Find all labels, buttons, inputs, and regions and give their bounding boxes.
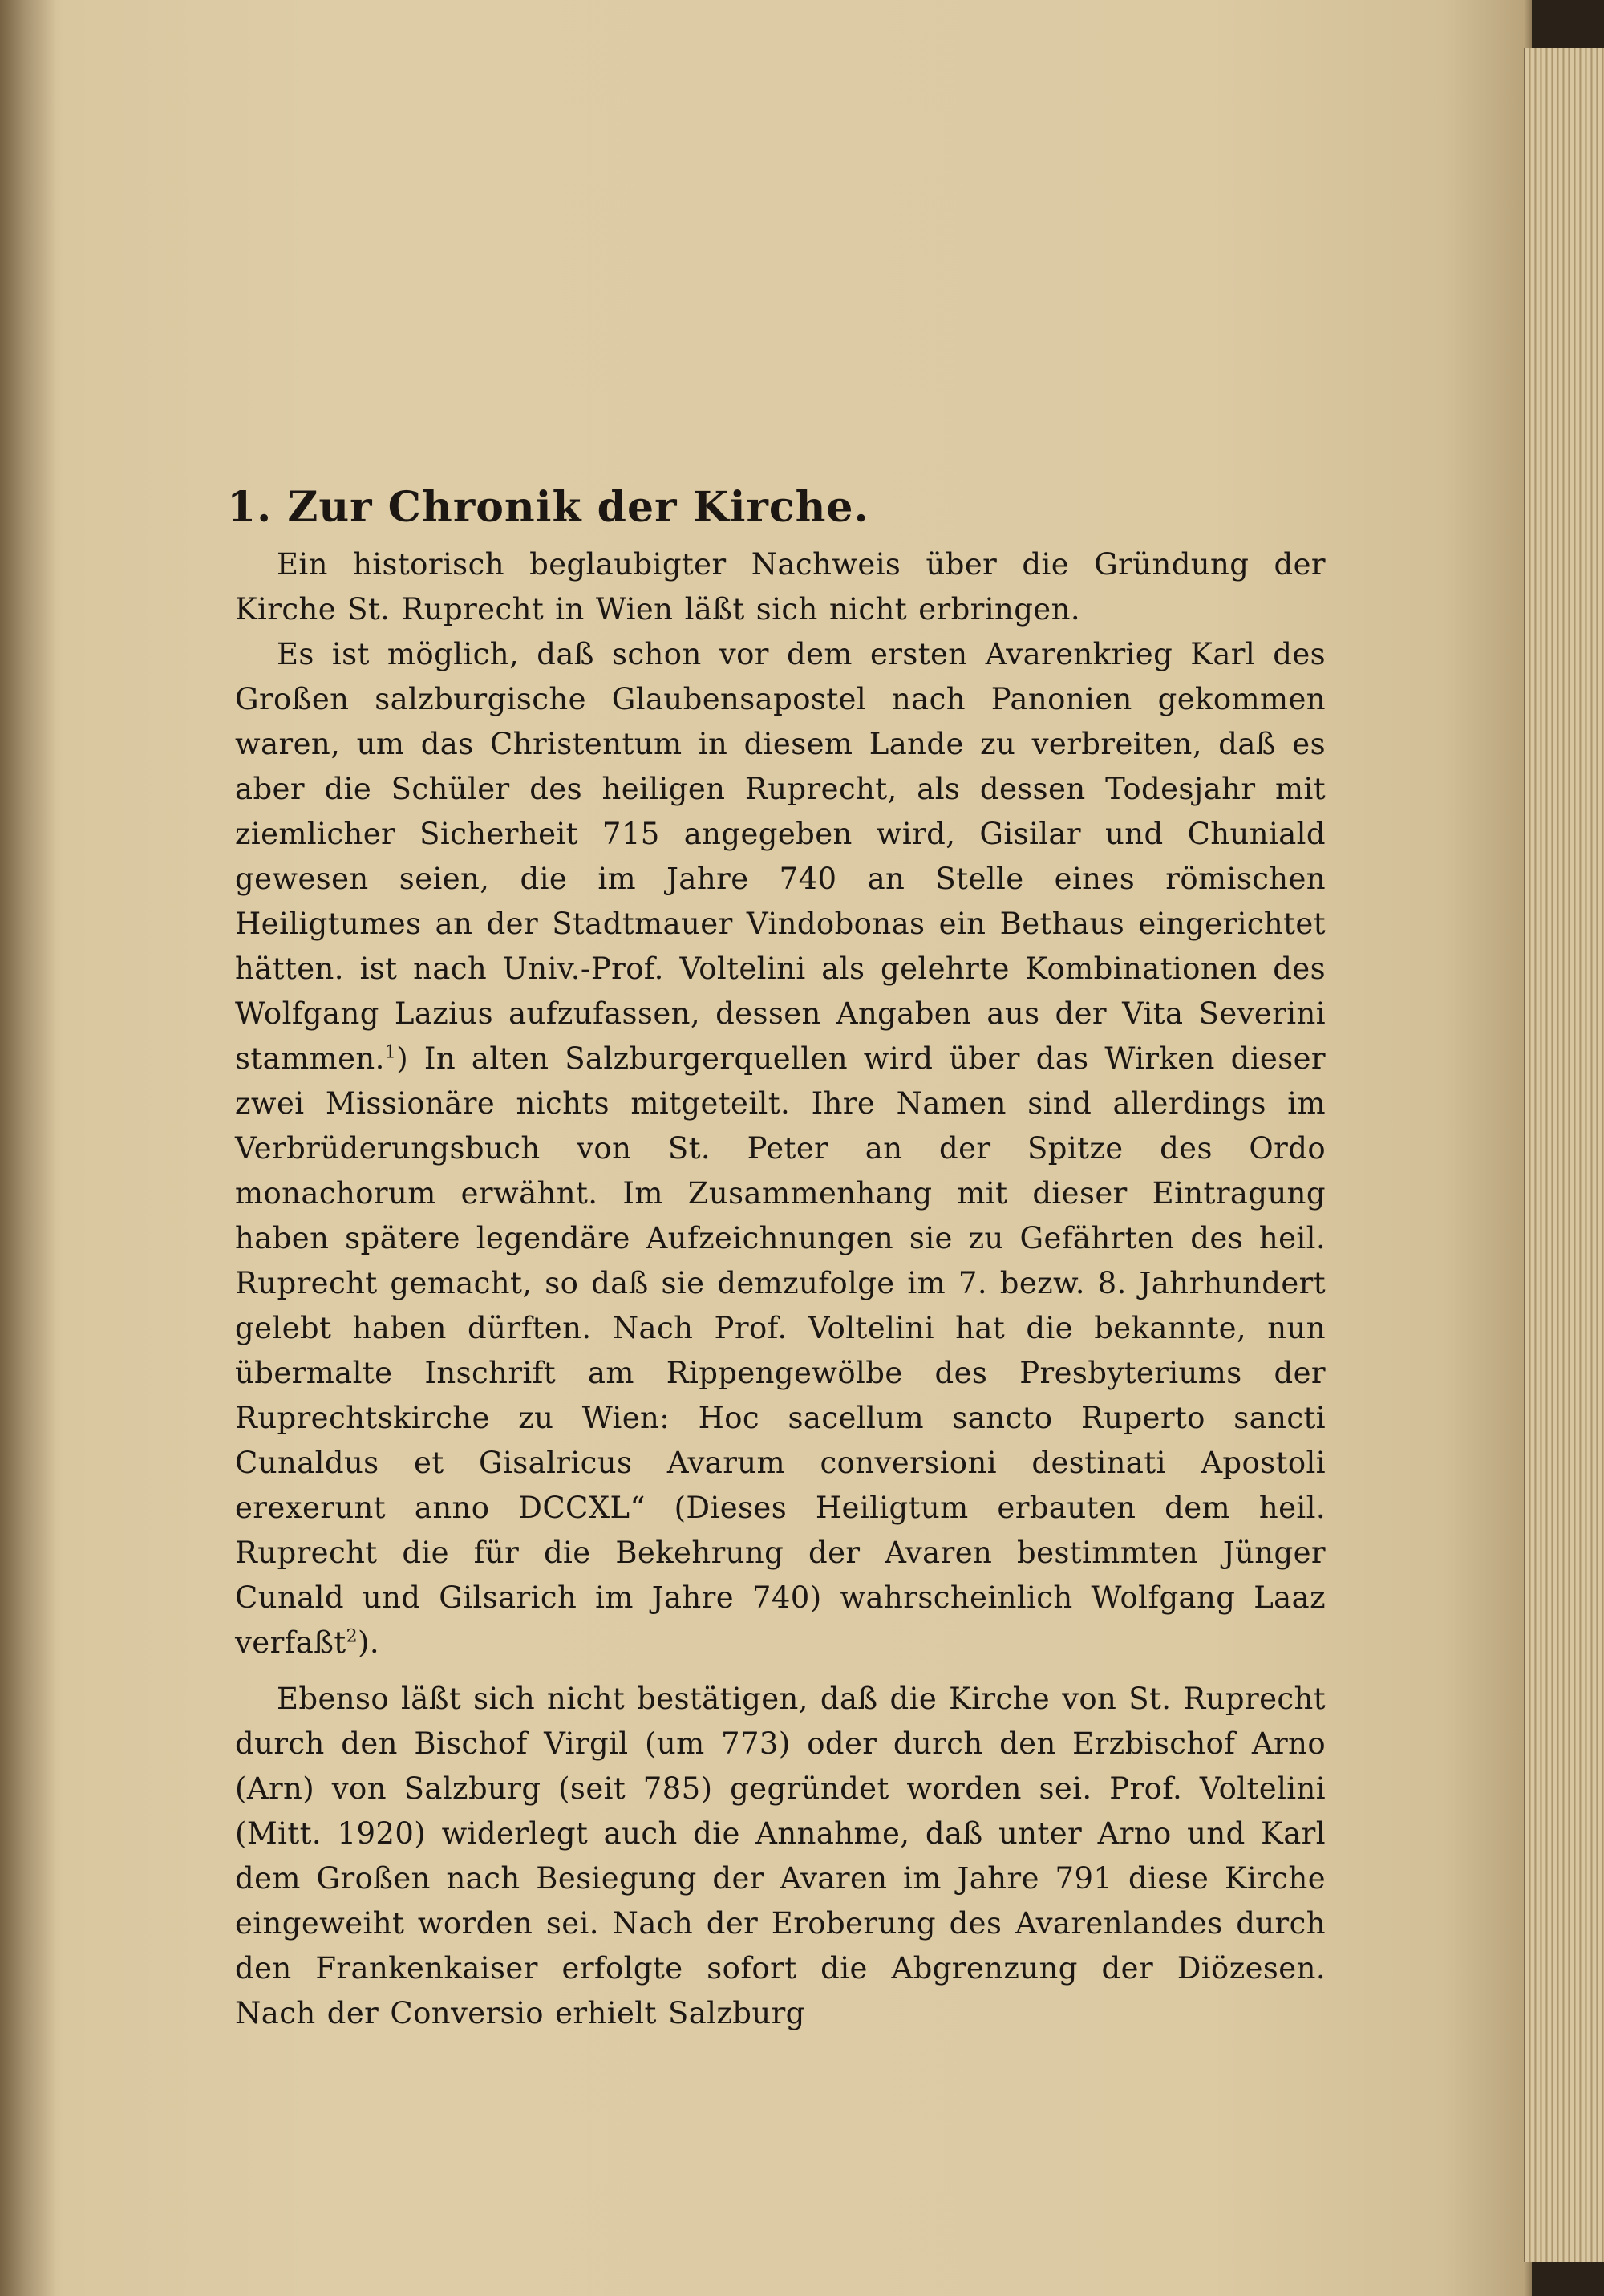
gutter-shadow [0, 0, 56, 2296]
paragraph-2-continued: ) In alten Salzburgerquellen wird über das Wirken dieser zwei Missionäre nichts mitgeteilt. Ihre Namen sind allerdings im Verbrüderungsbuch von St. Peter an der Spitze des Ordo monachorum erwähnt. Im Zusammenhang mit dieser Eintragung haben spätere legendäre Aufzeichnungen sie zu Gefährten des heil. Ruprecht gemacht, so daß sie demzufolge im 7. bezw. 8. Jahrhundert gelebt haben dürften. Nach Prof. Voltelini hat die bekannte, nun übermalte Inschrift am Rippengewölbe des Presbyteriums der Ruprechtskirche zu Wien: Hoc sacellum sancto Ruperto sancti Cunaldus et Gisalricus Avarum conversioni destinati Apostoli erexerunt anno DCCXL“ (Dieses Heiligtum erbauten dem heil. Ruprecht die für die Bekehrung der Avaren bestimmten Jünger Cunald und Gilsarich im Jahre 740) wahrscheinlich Wolfgang Laaz verfaßt [235, 1041, 1326, 1660]
footnote-ref-2: 2 [346, 1626, 358, 1647]
paragraph-2 [235, 632, 1326, 1665]
chapter-heading: 1. Zur Chronik der Kirche. [227, 483, 869, 532]
paragraph-1: Ein historisch beglaubigter Nachweis über die Gründung der Kirche St. Ruprecht in Wien läßt sich nicht erbringen. [235, 547, 1326, 627]
paragraph-2-text: Es ist möglich, daß schon vor dem ersten Avarenkrieg Karl des Großen salzburgische Glaubensapostel nach Panonien gekommen waren, um das Christentum in diesem Lande zu verbreiten, daß es aber die Schüler des heiligen Ruprecht, als dessen Todesjahr mit ziemlicher Sicherheit 715 angegeben wird, Gisilar und Chuniald gewesen seien, die im Jahre 740 an Stelle eines römischen Heiligtumes an der Stadtmauer Vindobonas ein Bethaus eingerichtet hätten. ist nach Univ.-Prof. Voltelini als gelehrte Kombinationen des Wolfgang Lazius aufzufassen, dessen Angaben aus der Vita Severini stammen. [235, 637, 1326, 1076]
page-edges [1524, 48, 1604, 2262]
paragraph-3: Ebenso läßt sich nicht bestätigen, daß die Kirche von St. Ruprecht durch den Bischof Virgil (um 773) oder durch den Erzbischof Arno (Arn) von Salzburg (seit 785) gegründet worden sei. Prof. Voltelini (Mitt. 1920) widerlegt auch die Annahme, daß unter Arno und Karl dem Großen nach Besiegung der Avaren im Jahre 791 diese Kirche eingeweiht worden sei. Nach der Eroberung des Avarenlandes durch den Frankenkaiser erfolgte sofort die Abgrenzung der Diözesen. Nach der Conversio erhielt Salzburg [235, 1681, 1326, 2030]
footnote-ref-1: 1 [384, 1042, 397, 1063]
page-text [227, 480, 1326, 2036]
paragraph-2-end: ). [358, 1625, 380, 1660]
